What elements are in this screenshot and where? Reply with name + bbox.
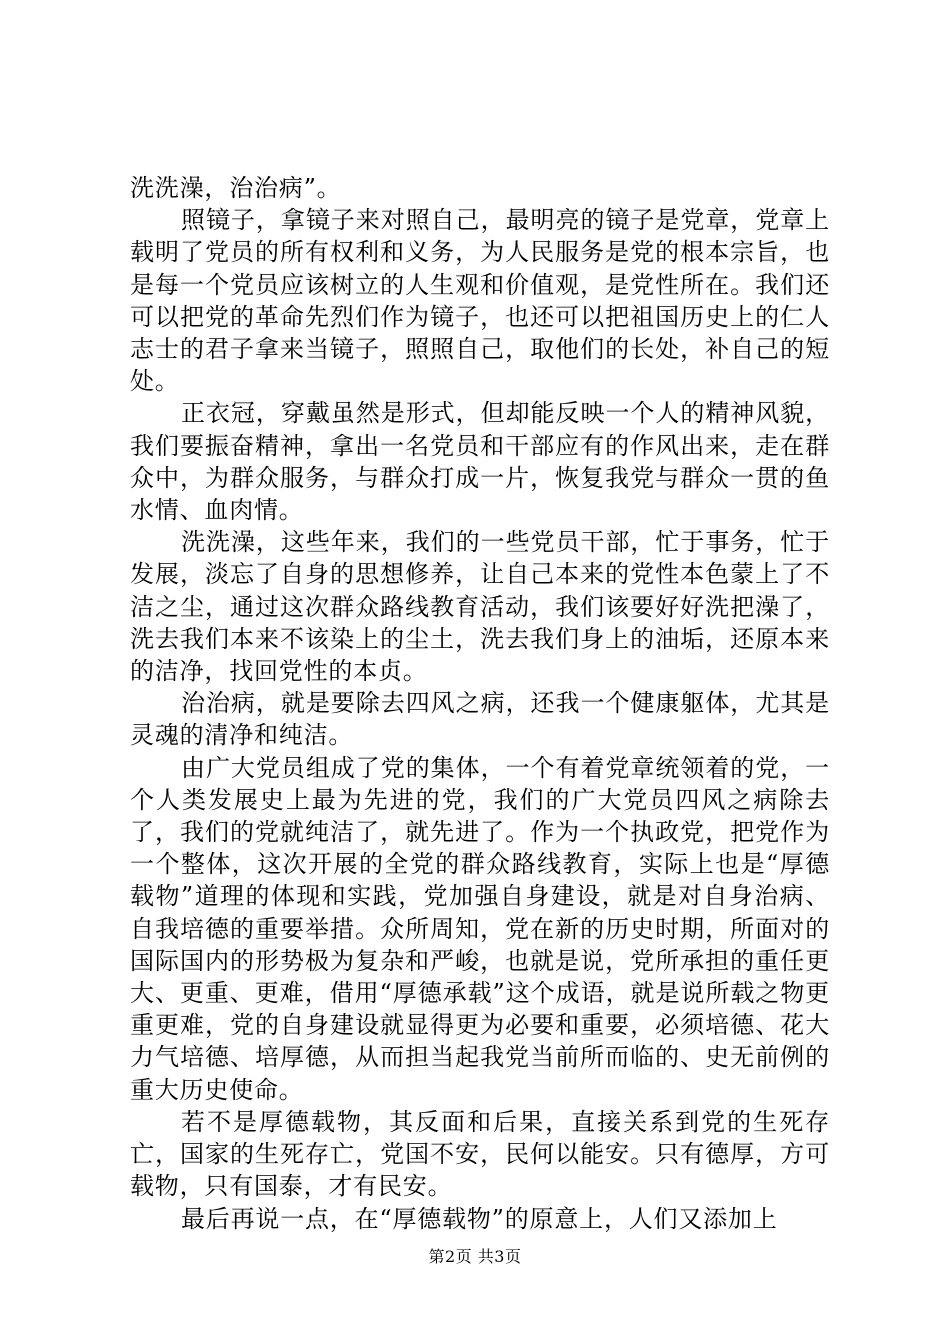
paragraph: 洗洗澡，这些年来，我们的一些党员干部，忙于事务，忙于发展，淡忘了自身的思想修养，让自己本来的党性本色蒙上了不洁之尘，通过这次群众路线教育活动，我们该要好好洗把澡了，洗去我们本来不该染上的尘土，洗去我们身上的油垢，还原本来的洁净，找回党性的本贞。 (130, 528, 830, 686)
paragraph: 由广大党员组成了党的集体，一个有着党章统领着的党，一个人类发展史上最为先进的党，我们的广大党员四风之病除去了，我们的党就纯洁了，就先进了。作为一个执政党，把党作为一个整体，这次开展的全党的群众路线教育，实际上也是“厚德载物”道理的体现和实践，党加强自身建设，就是对自身治病、自我培德的重要举措。众所周知，党在新的历史时期，所面对的国际国内的形势极为复杂和严峻，也就是说，党所承担的重任更大、更重、更难，借用“厚德承载”这个成语，就是说所载之物更重更难，党的自身建设就显得更为必要和重要，必须培德、花大力气培德、培厚德，从而担当起我党当前所而临的、史无前例的重大历史使命。 (130, 753, 830, 1104)
paragraph: 治治病，就是要除去四风之病，还我一个健康躯体，尤其是灵魂的清净和纯洁。 (130, 689, 830, 750)
paragraph: 最后再说一点，在“厚德载物”的原意上，人们又添加上 (181, 1204, 778, 1233)
paragraph: 照镜子，拿镜子来对照自己，最明亮的镜子是党章，党章上载明了党员的所有权利和义务，为人民服务是党的根本宗旨，也是每一个党员应该树立的人生观和价值观，是党性所在。我们还可以把党的革命先烈们作为镜子，也还可以把祖国历史上的仁人志士的君子拿来当镜子，照照自己，取他们的长处，补自己的短处。 (130, 206, 830, 396)
document-body (130, 172, 830, 1235)
paragraph: 正衣冠，穿戴虽然是形式，但却能反映一个人的精神风貌，我们要振奋精神，拿出一名党员和干部应有的作风出来，走在群众中，为群众服务，与群众打成一片，恢复我党与群众一贯的鱼水情、血肉情。 (130, 399, 830, 525)
page-number-footer: 第2页 共3页 (428, 1247, 522, 1266)
paragraph: 洗洗澡，治治病”。 (130, 174, 342, 202)
paragraph: 若不是厚德载物，其反面和后果，直接关系到党的生死存亡，国家的生死存亡，党国不安，民何以能安。只有德厚，方可载物，只有国泰，才有民安。 (130, 1107, 830, 1201)
